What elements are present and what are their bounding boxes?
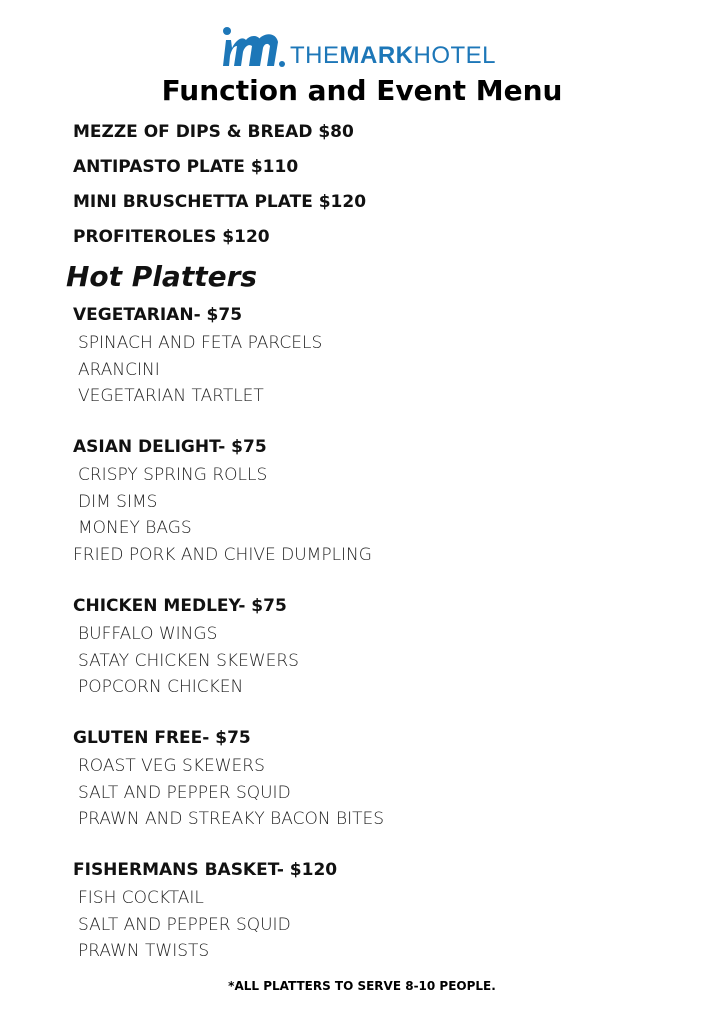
- platter-item: ROAST VEG SKEWERS: [78, 756, 265, 776]
- platter-asian-delight: [73, 436, 372, 569]
- platter-item-list: [73, 463, 372, 569]
- platter-title: ASIAN DELIGHT- $75: [73, 437, 267, 457]
- platter-vegetarian: [73, 304, 322, 411]
- platter-title: GLUTEN FREE- $75: [73, 728, 251, 748]
- platter-title: CHICKEN MEDLEY- $75: [73, 596, 287, 616]
- platter-gluten-free: [73, 727, 384, 834]
- hotel-logo: [218, 26, 496, 70]
- platter-item: FISH COCKTAIL: [78, 888, 204, 908]
- platter-item: PRAWN AND STREAKY BACON BITES: [78, 809, 385, 829]
- cold-platter-list: [73, 122, 366, 262]
- platter-item: SPINACH AND FETA PARCELS: [78, 333, 323, 353]
- platter-item: DIM SIMS: [78, 491, 158, 512]
- cold-platter-item: ANTIPASTO PLATE $110: [73, 157, 299, 177]
- platter-item: FRIED PORK AND CHIVE DUMPLING: [73, 544, 372, 565]
- platter-fishermans-basket: [73, 859, 337, 966]
- platter-item: PRAWN TWISTS: [78, 941, 210, 961]
- hot-platters-heading: Hot Platters: [66, 260, 258, 293]
- platter-item: BUFFALO WINGS: [78, 624, 218, 644]
- platter-item: SATAY CHICKEN SKEWERS: [78, 650, 299, 671]
- cold-platter-item: MINI BRUSCHETTA PLATE $120: [73, 192, 367, 212]
- platter-item: SALT AND PEPPER SQUID: [78, 782, 291, 803]
- platter-chicken-medley: [73, 595, 299, 702]
- platter-item-list: [73, 754, 384, 834]
- page-title: Function and Event Menu: [161, 74, 563, 107]
- platter-item: ARANCINI: [78, 359, 160, 380]
- platter-item-list: [73, 886, 337, 966]
- brand-name: THEMARKHOTEL: [290, 42, 497, 69]
- platter-item: VEGETARIAN TARTLET: [78, 386, 264, 406]
- platter-item: POPCORN CHICKEN: [78, 677, 244, 697]
- platter-item-list: [73, 331, 322, 411]
- platter-item: MONEY BAGS: [78, 518, 192, 538]
- platter-item-list: [73, 622, 299, 702]
- cold-platter-item: MEZZE OF DIPS & BREAD $80: [73, 122, 354, 142]
- platter-item: SALT AND PEPPER SQUID: [78, 914, 291, 935]
- cold-platter-item: PROFITEROLES $120: [73, 227, 270, 247]
- serving-footnote: *ALL PLATTERS TO SERVE 8-10 PEOPLE.: [228, 979, 496, 993]
- platter-title: FISHERMANS BASKET- $120: [73, 860, 338, 880]
- platter-item: CRISPY SPRING ROLLS: [78, 465, 268, 485]
- platter-title: VEGETARIAN- $75: [73, 305, 243, 325]
- mark-logo-icon: [218, 26, 286, 70]
